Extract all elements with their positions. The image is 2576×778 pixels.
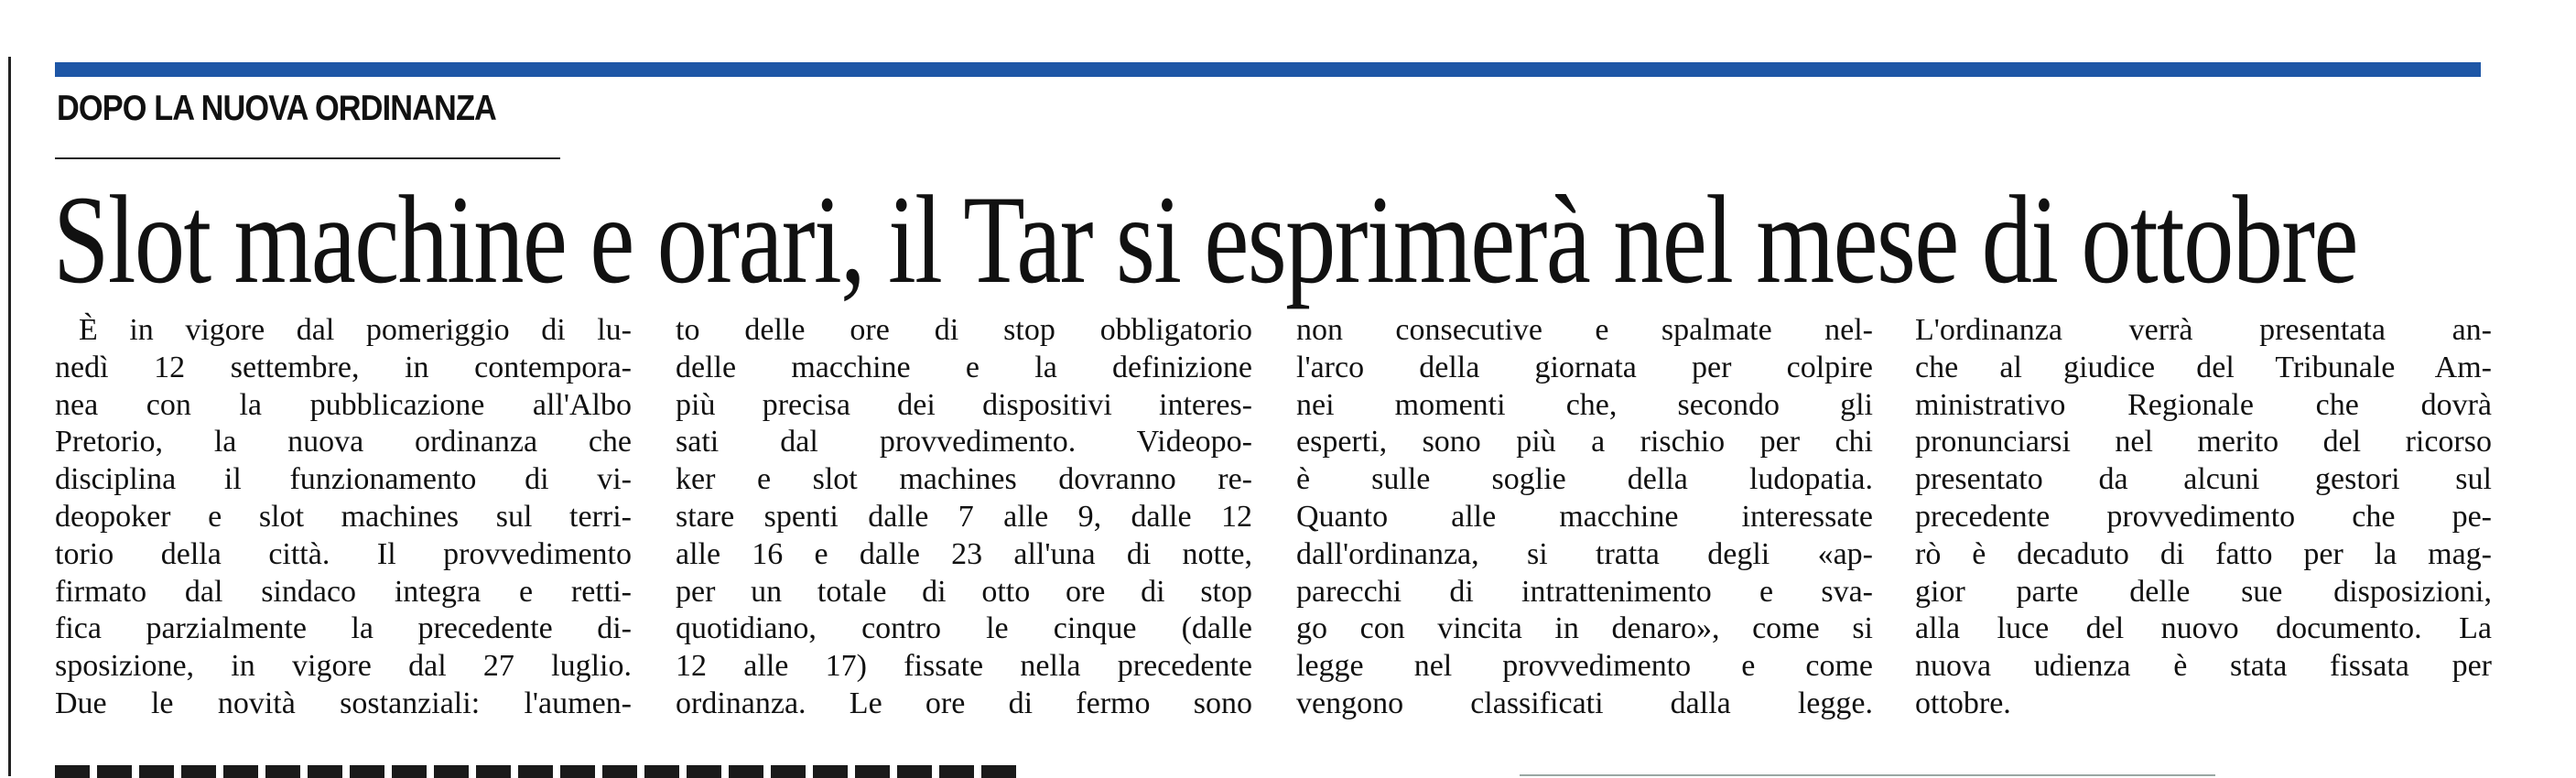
text-line: legge nel provvedimento e come <box>1296 649 1873 684</box>
text-line: go con vincita in denaro», come si <box>1296 611 1873 646</box>
text-line: che al giudice del Tribunale Am- <box>1915 350 2492 384</box>
page-left-margin-rule <box>8 57 11 776</box>
text-line: ministrativo Regionale che dovrà <box>1915 387 2492 422</box>
text-line: 12 alle 17) fissate nella precedente <box>676 649 1252 684</box>
text-line: esperti, sono più a rischio per chi <box>1296 425 1873 459</box>
article-column-2 <box>676 312 1252 723</box>
text-line: pronunciarsi nel merito del ricorso <box>1915 425 2492 459</box>
text-line: sposizione, in vigore dal 27 luglio. <box>55 649 632 684</box>
text-line: disciplina il funzionamento di vi- <box>55 462 632 497</box>
text-line: ker e slot machines dovranno re- <box>676 462 1252 497</box>
text-line: precedente provvedimento che pe- <box>1915 499 2492 534</box>
kicker: DOPO LA NUOVA ORDINANZA <box>57 89 496 128</box>
headline: Slot machine e orari, il Tar si esprimerà nel mese di ottobre <box>53 169 2357 309</box>
text-line: to delle ore di stop obbligatorio <box>676 313 1252 347</box>
text-line: stare spenti dalle 7 alle 9, dalle 12 <box>676 499 1252 534</box>
text-line: Pretorio, la nuova ordinanza che <box>55 425 632 459</box>
text-line: alle 16 e dalle 23 all'una di notte, <box>676 536 1252 571</box>
text-line: nei momenti che, secondo gli <box>1296 387 1873 422</box>
article-column-1 <box>55 312 632 723</box>
text-line: gior parte delle sue disposizioni, <box>1915 574 2492 609</box>
text-line: firmato dal sindaco integra e retti- <box>55 574 632 609</box>
text-line: quotidiano, contro le cinque (dalle <box>676 611 1252 646</box>
text-line: ordinanza. Le ore di fermo sono <box>676 686 1252 720</box>
text-line: torio della città. Il provvedimento <box>55 536 632 571</box>
text-line: fica parzialmente la precedente di- <box>55 611 632 646</box>
text-line: delle macchine e la definizione <box>676 350 1252 384</box>
text-line: per un totale di otto ore di stop <box>676 574 1252 609</box>
text-line: deopoker e slot machines sul terri- <box>55 499 632 534</box>
text-line: è sulle soglie della ludopatia. <box>1296 462 1873 497</box>
text-line: sati dal provvedimento. Videopo- <box>676 425 1252 459</box>
text-line: L'ordinanza verrà presentata an- <box>1915 313 2492 347</box>
text-line: l'arco della giornata per colpire <box>1296 350 1873 384</box>
text-line: Due le novità sostanziali: l'aumen- <box>55 686 632 720</box>
article-column-4 <box>1915 312 2492 723</box>
text-line: ottobre. <box>1915 686 2011 720</box>
text-line: vengono classificati dalla legge. <box>1296 686 1873 720</box>
text-line: presentato da alcuni gestori sul <box>1915 462 2492 497</box>
text-line: parecchi di intrattenimento e sva- <box>1296 574 1873 609</box>
text-line: nea con la pubblicazione all'Albo <box>55 387 632 422</box>
text-line: nedì 12 settembre, in contempora- <box>55 350 632 384</box>
text-line: rò è decaduto di fatto per la mag- <box>1915 536 2492 571</box>
text-line: Quanto alle macchine interessate <box>1296 499 1873 534</box>
text-line: non consecutive e spalmate nel- <box>1296 313 1873 347</box>
text-line: più precisa dei dispositivi interes- <box>676 387 1252 422</box>
text-line: nuova udienza è stata fissata per <box>1915 649 2492 684</box>
section-accent-bar <box>55 62 2481 77</box>
text-line: È in vigore dal pomeriggio di lu- <box>79 313 632 347</box>
text-line: alla luce del nuovo documento. La <box>1915 611 2492 646</box>
text-line: dall'ordinanza, si tratta degli «ap- <box>1296 536 1873 571</box>
article-column-3 <box>1296 312 1873 723</box>
kicker-underline <box>55 157 560 159</box>
